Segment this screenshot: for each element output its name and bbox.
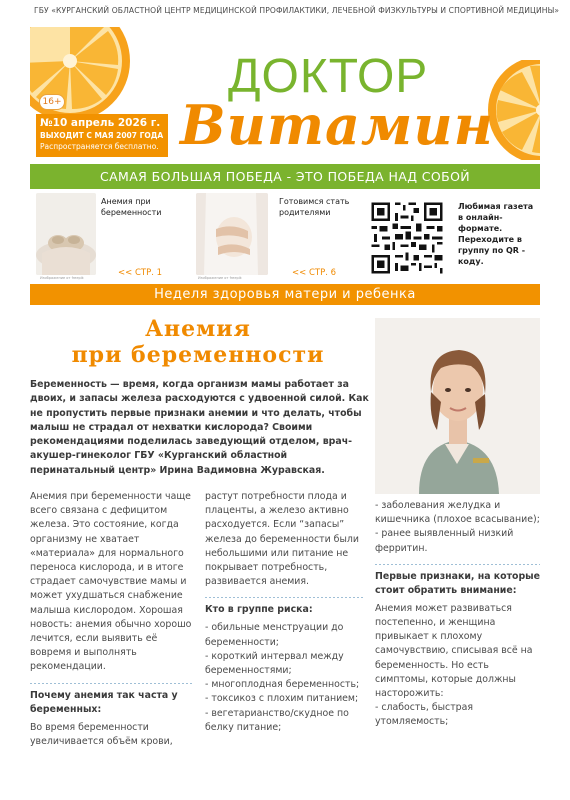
article-headline bbox=[30, 316, 366, 368]
article-lead: Беременность — время, когда организм мамы работает за двоих, и запасы железа расходуются с удвоенной силой. Как не пропустить первые признаки анемии и что делать, чтобы малыш не страдал от нехватки кислорода? Своими рекомендациями поделилась заведующий отделом, врач-акушер-гинеколог ГБУ «Курганский областной перинатальный центр» Ирина Вадимовна Журавская. bbox=[30, 379, 369, 476]
issue-info-box bbox=[36, 114, 168, 157]
article-column-3 bbox=[375, 499, 540, 730]
section-heading-signs: Первые признаки, на которые стоит обратить внимание: bbox=[375, 564, 540, 598]
issue-number: №10 апрель 2026 г. bbox=[40, 117, 161, 129]
issue-distribution: Распространяется бесплатно. bbox=[40, 142, 159, 151]
rubric-band: Неделя здоровья матери и ребенка bbox=[30, 284, 540, 305]
teaser-title-parents: Готовимся стать родителями bbox=[279, 197, 350, 217]
paragraph: Во время беременности увеличивается объём крови, bbox=[30, 721, 173, 747]
masthead-title-doctor: ДОКТОР bbox=[228, 50, 429, 103]
list-item: - короткий интервал между беременностями; bbox=[205, 650, 344, 677]
section-heading-why: Почему анемия так часта у беременных: bbox=[30, 683, 192, 717]
qr-code-image[interactable] bbox=[369, 200, 445, 276]
paragraph: Анемия при беременности чаще всего связана с дефицитом железа. Это состояние, когда организму не хватает «материала» для нормального переноса кислорода, и в итоге страдает самочувствие мамы и может ухудшаться снабжение малыша кислородом. Хорошая новость: анемия обычно хорошо лечится, если выявить её вовремя и выполнять рекомендации. bbox=[30, 491, 192, 673]
paragraph: растут потребности плода и плаценты, а железо активно расходуется. Если “запасы” железа до беременности были небольшими или питание не покрывает потребность, развивается анемия. bbox=[205, 491, 359, 588]
headline-line-1: Анемия bbox=[145, 316, 251, 342]
qr-caption: Любимая газета в онлайн-формате. Переходите в группу по QR - коду. bbox=[458, 202, 534, 266]
list-item: - заболевания желудка и кишечника (плохое всасывание); bbox=[375, 500, 540, 526]
list-item: - слабость, быстрая утомляемость; bbox=[375, 702, 474, 728]
masthead bbox=[30, 22, 540, 162]
baby-shoes-photo bbox=[36, 193, 96, 275]
organization-name: ГБУ «КУРГАНСКИЙ ОБЛАСТНОЙ ЦЕНТР МЕДИЦИНСКОЙ ПРОФИЛАКТИКИ, ЛЕЧЕБНОЙ ФИЗКУЛЬТУРЫ И СПОРТИВНОЙ МЕДИЦИНЫ» bbox=[34, 6, 560, 15]
article-column-1 bbox=[30, 490, 192, 749]
teaser-title-anemia: Анемия при беременности bbox=[101, 197, 162, 217]
list-item: - вегетарианство/скудное по белку питание; bbox=[205, 707, 349, 733]
photo-credit: Изображение от freepik bbox=[40, 276, 84, 280]
teaser-page-link[interactable]: << СТР. 6 bbox=[292, 268, 337, 278]
photo-credit: Изображение от freepik bbox=[198, 276, 242, 280]
list-item: - ранее выявленный низкий ферритин. bbox=[375, 528, 514, 554]
age-rating-badge: 16+ bbox=[39, 94, 65, 110]
list-item: - многоплодная беременность; bbox=[205, 679, 360, 691]
paragraph: Анемия может развиваться постепенно, и женщина привыкает к плохому самочувствию, списывая всё на беременность. Но есть симптомы, которые должны насторожить: bbox=[375, 602, 533, 700]
issue-since: ВЫХОДИТ С МАЯ 2007 ГОДА bbox=[40, 131, 164, 140]
list-item: - обильные менструации до беременности; bbox=[205, 622, 344, 648]
list-item: - токсикоз с плохим питанием; bbox=[205, 693, 359, 705]
article-column-2 bbox=[205, 490, 365, 735]
slogan-band: САМАЯ БОЛЬШАЯ ПОБЕДА - ЭТО ПОБЕДА НАД СОБОЙ bbox=[30, 164, 540, 189]
section-heading-risk: Кто в группе риска: bbox=[205, 597, 365, 617]
doctor-portrait-photo bbox=[375, 318, 540, 494]
teaser-page-link[interactable]: << СТР. 1 bbox=[118, 268, 163, 278]
masthead-title-vitamin: Витамин bbox=[180, 93, 494, 157]
pregnant-couple-photo bbox=[196, 193, 268, 275]
headline-line-2: при беременности bbox=[71, 342, 325, 368]
